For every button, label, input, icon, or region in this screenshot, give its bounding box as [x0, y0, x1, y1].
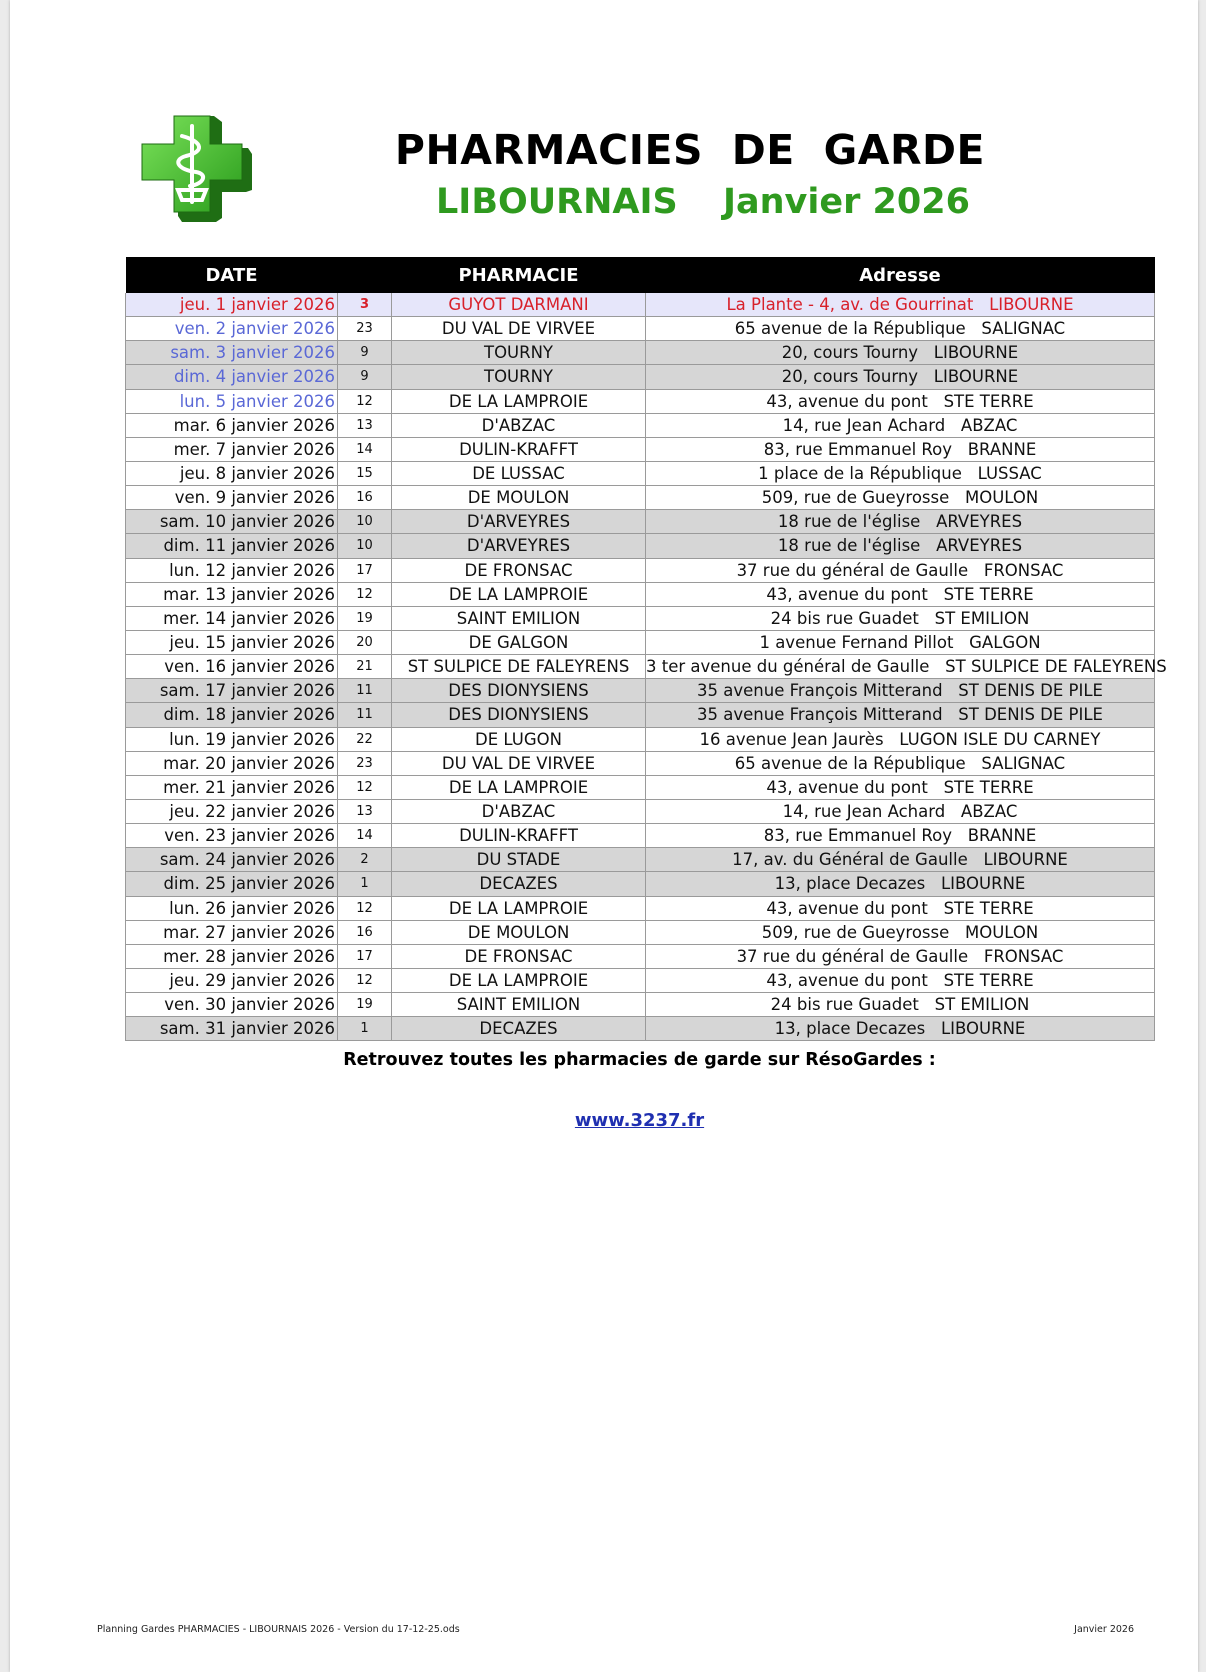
pharmacy-number-cell: 12	[338, 582, 392, 606]
table-row	[126, 896, 1155, 920]
pharmacy-name-cell: DE LA LAMPROIE	[392, 775, 646, 799]
date-cell: mer. 21 janvier 2026	[126, 775, 338, 799]
table-row	[126, 824, 1155, 848]
page-title: PHARMACIES DE GARDE	[394, 126, 986, 174]
pharmacy-name-cell: D'ABZAC	[392, 799, 646, 823]
pharmacy-number-cell: 3	[338, 293, 392, 317]
address-cell: 37 rue du général de Gaulle FRONSAC	[646, 944, 1155, 968]
address-cell: 37 rue du général de Gaulle FRONSAC	[646, 558, 1155, 582]
table-row	[126, 968, 1155, 992]
pharmacy-name-cell: DE LUSSAC	[392, 461, 646, 485]
pharmacy-name-cell: DECAZES	[392, 872, 646, 896]
address-cell: 35 avenue François Mitterand ST DENIS DE PILE	[646, 703, 1155, 727]
pharmacy-number-cell: 16	[338, 920, 392, 944]
header-number	[338, 257, 392, 293]
date-cell: dim. 11 janvier 2026	[126, 534, 338, 558]
address-cell: 18 rue de l'église ARVEYRES	[646, 510, 1155, 534]
date-cell: ven. 2 janvier 2026	[126, 317, 338, 341]
pharmacy-number-cell: 13	[338, 799, 392, 823]
table-row	[126, 534, 1155, 558]
pharmacy-name-cell: DE MOULON	[392, 486, 646, 510]
pharmacy-name-cell: GUYOT DARMANI	[392, 293, 646, 317]
pharmacy-number-cell: 13	[338, 413, 392, 437]
date-cell: ven. 23 janvier 2026	[126, 824, 338, 848]
date-cell: sam. 31 janvier 2026	[126, 1017, 338, 1041]
resogardes-text: Retrouvez toutes les pharmacies de garde sur RésoGardes :	[343, 1050, 936, 1070]
address-cell: 65 avenue de la République SALIGNAC	[646, 317, 1155, 341]
pharmacy-schedule-table	[125, 257, 1167, 1041]
pharmacy-name-cell: DU VAL DE VIRVEE	[392, 317, 646, 341]
pharmacy-number-cell: 1	[338, 1017, 392, 1041]
table-row	[126, 341, 1155, 365]
date-cell: dim. 25 janvier 2026	[126, 872, 338, 896]
date-cell: lun. 19 janvier 2026	[126, 727, 338, 751]
table-row	[126, 727, 1155, 751]
pharmacy-number-cell: 10	[338, 534, 392, 558]
date-cell: jeu. 1 janvier 2026	[126, 293, 338, 317]
address-cell: 17, av. du Général de Gaulle LIBOURNE	[646, 848, 1155, 872]
date-cell: sam. 10 janvier 2026	[126, 510, 338, 534]
pharmacy-name-cell: TOURNY	[392, 365, 646, 389]
date-cell: jeu. 22 janvier 2026	[126, 799, 338, 823]
pharmacy-name-cell: DE LA LAMPROIE	[392, 896, 646, 920]
pharmacy-name-cell: DECAZES	[392, 1017, 646, 1041]
pharmacy-name-cell: DE FRONSAC	[392, 558, 646, 582]
date-cell: mer. 7 janvier 2026	[126, 437, 338, 461]
date-cell: mer. 28 janvier 2026	[126, 944, 338, 968]
date-cell: mar. 6 janvier 2026	[126, 413, 338, 437]
date-cell: dim. 4 janvier 2026	[126, 365, 338, 389]
date-cell: dim. 18 janvier 2026	[126, 703, 338, 727]
pharmacy-number-cell: 21	[338, 655, 392, 679]
address-cell: 3 ter avenue du général de Gaulle ST SULPICE DE FALEYRENS	[646, 655, 1155, 679]
pharmacy-name-cell: DE LA LAMPROIE	[392, 582, 646, 606]
date-cell: lun. 5 janvier 2026	[126, 389, 338, 413]
pharmacy-number-cell: 14	[338, 824, 392, 848]
table-row	[126, 679, 1155, 703]
table-row	[126, 630, 1155, 654]
pharmacy-number-cell: 11	[338, 703, 392, 727]
pharmacy-number-cell: 23	[338, 751, 392, 775]
table-row	[126, 872, 1155, 896]
pharmacy-number-cell: 12	[338, 389, 392, 413]
address-cell: La Plante - 4, av. de Gourrinat LIBOURNE	[646, 293, 1155, 317]
pharmacy-name-cell: DU STADE	[392, 848, 646, 872]
pharmacy-number-cell: 19	[338, 606, 392, 630]
date-cell: jeu. 8 janvier 2026	[126, 461, 338, 485]
address-cell: 20, cours Tourny LIBOURNE	[646, 341, 1155, 365]
header-date: DATE	[126, 257, 338, 293]
date-cell: lun. 12 janvier 2026	[126, 558, 338, 582]
pharmacy-number-cell: 17	[338, 558, 392, 582]
pharmacy-number-cell: 19	[338, 993, 392, 1017]
table-row	[126, 606, 1155, 630]
pharmacy-name-cell: DE LUGON	[392, 727, 646, 751]
pharmacy-number-cell: 20	[338, 630, 392, 654]
date-cell: sam. 3 janvier 2026	[126, 341, 338, 365]
pharmacy-number-cell: 15	[338, 461, 392, 485]
address-cell: 13, place Decazes LIBOURNE	[646, 1017, 1155, 1041]
pharmacy-name-cell: SAINT EMILION	[392, 993, 646, 1017]
header-pharmacie: PHARMACIE	[392, 257, 646, 293]
pharmacy-name-cell: DULIN-KRAFFT	[392, 437, 646, 461]
pharmacy-name-cell: D'ARVEYRES	[392, 534, 646, 558]
date-cell: ven. 9 janvier 2026	[126, 486, 338, 510]
pharmacy-name-cell: TOURNY	[392, 341, 646, 365]
date-cell: mar. 13 janvier 2026	[126, 582, 338, 606]
address-cell: 43, avenue du pont STE TERRE	[646, 389, 1155, 413]
header-adresse: Adresse	[646, 257, 1155, 293]
pharmacy-name-cell: DES DIONYSIENS	[392, 679, 646, 703]
pharmacy-cross-caduceus-icon	[138, 112, 253, 224]
pharmacy-number-cell: 2	[338, 848, 392, 872]
pharmacy-number-cell: 1	[338, 872, 392, 896]
date-cell: jeu. 15 janvier 2026	[126, 630, 338, 654]
table-header-row	[126, 257, 1155, 293]
pharmacy-name-cell: DULIN-KRAFFT	[392, 824, 646, 848]
table-row	[126, 920, 1155, 944]
date-cell: jeu. 29 janvier 2026	[126, 968, 338, 992]
pharmacy-number-cell: 16	[338, 486, 392, 510]
pharmacy-name-cell: D'ARVEYRES	[392, 510, 646, 534]
table-row	[126, 1017, 1155, 1041]
pharmacy-name-cell: DE FRONSAC	[392, 944, 646, 968]
address-cell: 1 avenue Fernand Pillot GALGON	[646, 630, 1155, 654]
pharmacy-number-cell: 22	[338, 727, 392, 751]
address-cell: 1 place de la République LUSSAC	[646, 461, 1155, 485]
table-row	[126, 317, 1155, 341]
table-row	[126, 848, 1155, 872]
address-cell: 43, avenue du pont STE TERRE	[646, 968, 1155, 992]
date-cell: mer. 14 janvier 2026	[126, 606, 338, 630]
document-page	[10, 0, 1198, 1672]
table-row	[126, 558, 1155, 582]
website-link[interactable]: www.3237.fr	[574, 1110, 705, 1131]
table-row	[126, 775, 1155, 799]
page-footer-right: Janvier 2026	[1074, 1624, 1134, 1635]
pharmacy-number-cell: 12	[338, 775, 392, 799]
address-cell: 35 avenue François Mitterand ST DENIS DE PILE	[646, 679, 1155, 703]
address-cell: 16 avenue Jean Jaurès LUGON ISLE DU CARNEY	[646, 727, 1155, 751]
pharmacy-number-cell: 12	[338, 896, 392, 920]
date-cell: lun. 26 janvier 2026	[126, 896, 338, 920]
pharmacy-name-cell: DU VAL DE VIRVEE	[392, 751, 646, 775]
pharmacy-number-cell: 12	[338, 968, 392, 992]
date-cell: ven. 30 janvier 2026	[126, 993, 338, 1017]
address-cell: 14, rue Jean Achard ABZAC	[646, 799, 1155, 823]
address-cell: 24 bis rue Guadet ST EMILION	[646, 606, 1155, 630]
pharmacy-name-cell: DE GALGON	[392, 630, 646, 654]
region-label: LIBOURNAIS	[436, 182, 678, 222]
pharmacy-number-cell: 9	[338, 341, 392, 365]
table-row	[126, 486, 1155, 510]
address-cell: 13, place Decazes LIBOURNE	[646, 872, 1155, 896]
table-row	[126, 655, 1155, 679]
address-cell: 509, rue de Gueyrosse MOULON	[646, 486, 1155, 510]
table-row	[126, 751, 1155, 775]
address-cell: 83, rue Emmanuel Roy BRANNE	[646, 824, 1155, 848]
address-cell: 20, cours Tourny LIBOURNE	[646, 365, 1155, 389]
pharmacy-name-cell: D'ABZAC	[392, 413, 646, 437]
address-cell: 43, avenue du pont STE TERRE	[646, 582, 1155, 606]
pharmacy-name-cell: DE LA LAMPROIE	[392, 389, 646, 413]
table-row	[126, 582, 1155, 606]
pharmacy-name-cell: ST SULPICE DE FALEYRENS	[392, 655, 646, 679]
date-cell: sam. 17 janvier 2026	[126, 679, 338, 703]
table-row	[126, 293, 1155, 317]
table-row	[126, 944, 1155, 968]
date-cell: mar. 20 janvier 2026	[126, 751, 338, 775]
table-row	[126, 413, 1155, 437]
pharmacy-name-cell: DES DIONYSIENS	[392, 703, 646, 727]
table-row	[126, 510, 1155, 534]
date-cell: ven. 16 janvier 2026	[126, 655, 338, 679]
address-cell: 65 avenue de la République SALIGNAC	[646, 751, 1155, 775]
address-cell: 43, avenue du pont STE TERRE	[646, 775, 1155, 799]
table-row	[126, 703, 1155, 727]
address-cell: 509, rue de Gueyrosse MOULON	[646, 920, 1155, 944]
pharmacy-name-cell: DE LA LAMPROIE	[392, 968, 646, 992]
table-row	[126, 993, 1155, 1017]
table-row	[126, 437, 1155, 461]
date-cell: mar. 27 janvier 2026	[126, 920, 338, 944]
pharmacy-number-cell: 10	[338, 510, 392, 534]
address-cell: 43, avenue du pont STE TERRE	[646, 896, 1155, 920]
table-row	[126, 799, 1155, 823]
table-row	[126, 389, 1155, 413]
address-cell: 24 bis rue Guadet ST EMILION	[646, 993, 1155, 1017]
month-label: Janvier 2026	[723, 182, 970, 222]
pharmacy-number-cell: 14	[338, 437, 392, 461]
date-cell: sam. 24 janvier 2026	[126, 848, 338, 872]
pharmacy-name-cell: DE MOULON	[392, 920, 646, 944]
website-link-wrapper	[125, 1110, 1154, 1131]
address-cell: 18 rue de l'église ARVEYRES	[646, 534, 1155, 558]
pharmacy-number-cell: 23	[338, 317, 392, 341]
pharmacy-number-cell: 9	[338, 365, 392, 389]
page-footer-left: Planning Gardes PHARMACIES - LIBOURNAIS 2026 - Version du 17-12-25.ods	[97, 1624, 460, 1635]
table-row	[126, 365, 1155, 389]
pharmacy-name-cell: SAINT EMILION	[392, 606, 646, 630]
pharmacy-number-cell: 11	[338, 679, 392, 703]
pharmacy-number-cell: 17	[338, 944, 392, 968]
address-cell: 14, rue Jean Achard ABZAC	[646, 413, 1155, 437]
address-cell: 83, rue Emmanuel Roy BRANNE	[646, 437, 1155, 461]
table-row	[126, 461, 1155, 485]
